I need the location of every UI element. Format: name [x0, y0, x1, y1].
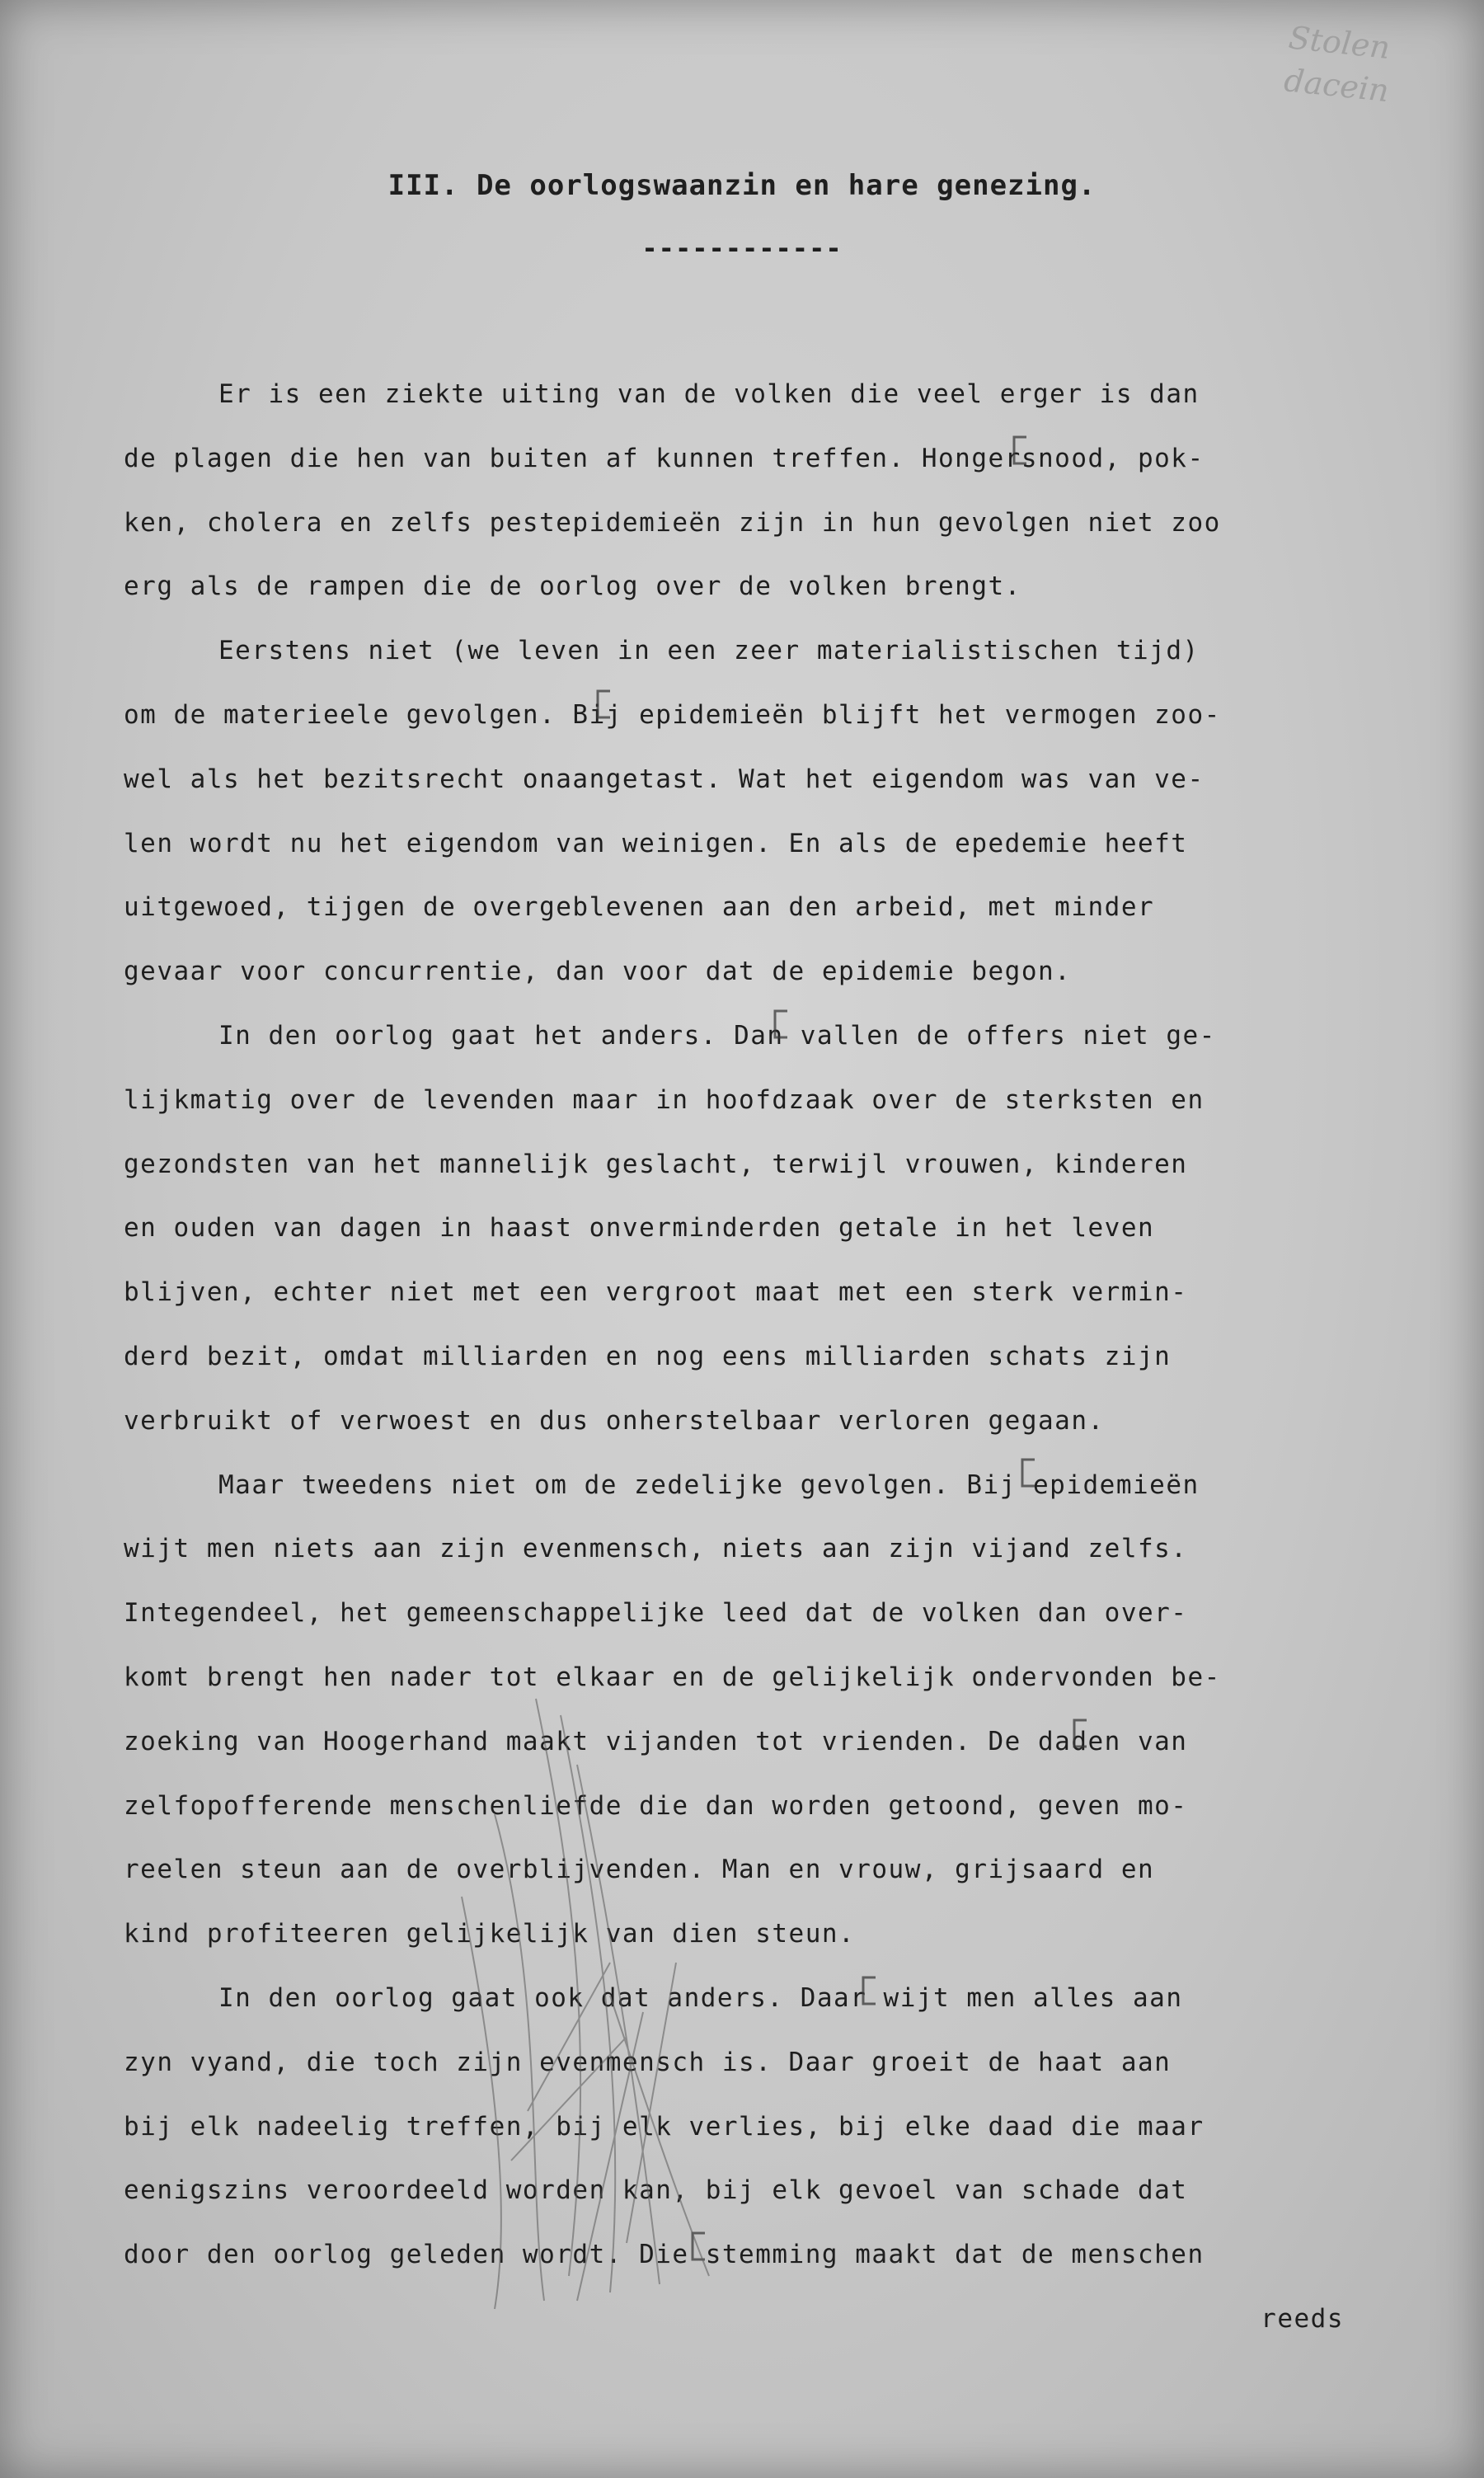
pencil-annotation	[1282, 16, 1430, 115]
text-line: In den oorlog gaat ook dat anders. Daar wijt men alles aan	[218, 1982, 1183, 2013]
text-line: de plagen die hen van buiten af kunnen treffen. Hongersnood, pok-	[124, 443, 1205, 473]
text-line: wel als het bezitsrecht onaangetast. Wat het eigendom was van ve-	[124, 764, 1205, 794]
text-line: ken, cholera en zelfs pestepidemieën zijn in hun gevolgen niet zoo	[124, 507, 1221, 538]
text-line: lijkmatig over de levenden maar in hoofdzaak over de sterksten en	[124, 1084, 1205, 1115]
pencil-annotation-line: Stolen	[1286, 19, 1392, 67]
text-line: verbruikt of verwoest en dus onherstelbaar verloren gegaan.	[124, 1405, 1105, 1436]
text-line: gezondsten van het mannelijk geslacht, terwijl vrouwen, kinderen	[124, 1149, 1188, 1179]
pencil-annotation-line: dacein	[1282, 62, 1391, 110]
text-line: derd bezit, omdat milliarden en nog eens milliarden schats zijn	[124, 1341, 1172, 1371]
text-line: Integendeel, het gemeenschappelijke leed dat de volken dan over-	[124, 1598, 1188, 1629]
text-line: door den oorlog geleden wordt. Die stemming maakt dat de menschen	[124, 2240, 1205, 2270]
page-title: III. De oorlogswaanzin en hare genezing.	[387, 169, 1097, 202]
text-line: Er is een ziekte uiting van de volken die veel erger is dan	[218, 379, 1200, 409]
text-line: eenigszins veroordeeld worden kan, bij elk gevoel van schade dat	[124, 2175, 1188, 2206]
text-line: blijven, echter niet met een vergroot maat met een sterk vermin-	[124, 1277, 1188, 1308]
text-line: gevaar voor concurrentie, dan voor dat de epidemie begon.	[124, 957, 1072, 987]
text-line: erg als de rampen die de oorlog over de volken brengt.	[124, 571, 1021, 602]
text-line: len wordt nu het eigendom van weinigen. En als de epedemie heeft	[124, 828, 1188, 858]
typed-body-text	[124, 363, 1360, 2352]
text-line: Eerstens niet (we leven in een zeer materialistischen tijd)	[218, 636, 1200, 666]
text-line: komt brengt hen nader tot elkaar en de gelijkelijk ondervonden be-	[124, 1662, 1221, 1692]
text-line: Maar tweedens niet om de zedelijke gevolgen. Bij epidemieën	[218, 1469, 1200, 1500]
text-line: uitgewoed, tijgen de overgeblevenen aan den arbeid, met minder	[124, 892, 1155, 923]
text-line: om de materieele gevolgen. Bij epidemieën blijft het vermogen zoo-	[124, 699, 1221, 730]
text-line: wijt men niets aan zijn evenmensch, niets aan zijn vijand zelfs.	[124, 1534, 1188, 1564]
text-line: en ouden van dagen in haast onverminderden getale in het leven	[124, 1213, 1155, 1244]
text-line: zoeking van Hoogerhand maakt vijanden tot vrienden. De daden van	[124, 1726, 1188, 1756]
title-underline: ------------	[641, 233, 843, 264]
text-line: bij elk nadeelig treffen, bij elk verlies, bij elke daad die maar	[124, 2111, 1205, 2142]
catchword: reeds	[1261, 2303, 1344, 2334]
text-line: zelfopofferende menschenliefde die dan worden getoond, geven mo-	[124, 1790, 1188, 1821]
text-line: zyn vyand, die toch zijn evenmensch is. Daar groeit de haat aan	[124, 2047, 1172, 2077]
text-line: In den oorlog gaat het anders. Dan vallen de offers niet ge-	[218, 1020, 1216, 1051]
text-line: reelen steun aan de overblijvenden. Man en vrouw, grijsaard en	[124, 1855, 1155, 1885]
text-line: kind profiteeren gelijkelijk van dien steun.	[124, 1919, 856, 1949]
